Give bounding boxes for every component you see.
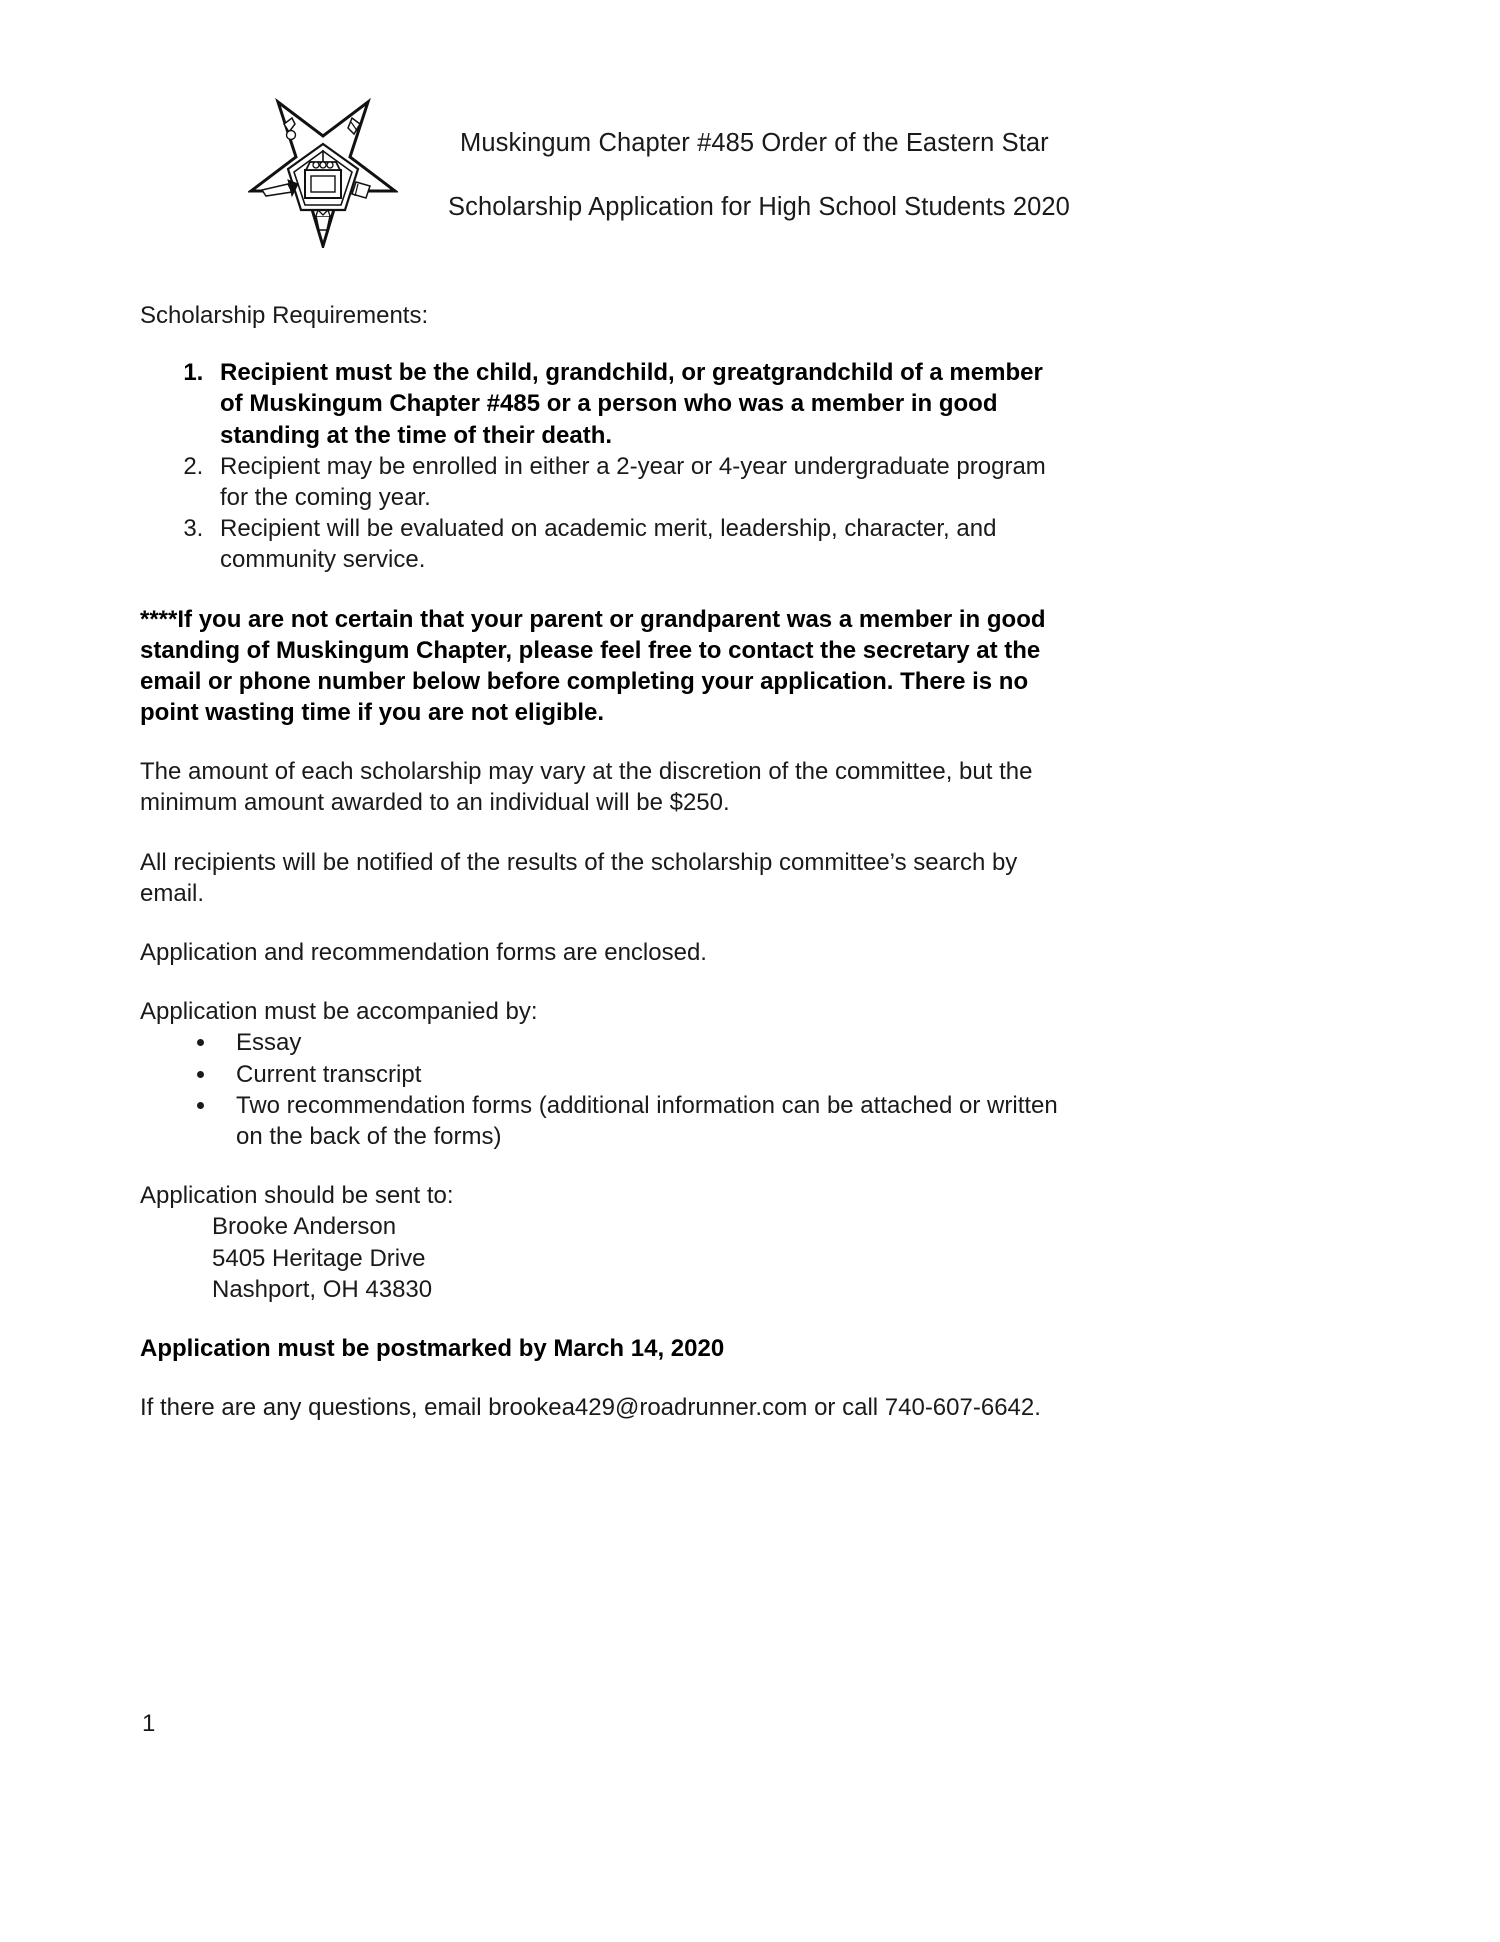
requirement-item: 2. Recipient may be enrolled in either a 2-year or 4-year undergraduate program for the coming year. bbox=[210, 451, 1070, 513]
send-to-heading: Application should be sent to: bbox=[140, 1182, 454, 1210]
attachment-item: • Two recommendation forms (additional information can be attached or written on the back of the forms) bbox=[218, 1090, 1070, 1152]
document-body bbox=[140, 300, 1070, 1423]
requirement-item: 3. Recipient will be evaluated on academic merit, leadership, character, and community service. bbox=[210, 513, 1070, 575]
requirement-item: 1. Recipient must be the child, grandchild, or greatgrandchild of a member of Muskingum Chapter #485 or a person who was a member in good standing at the time of their death. bbox=[210, 357, 1070, 451]
postmark-deadline: Application must be postmarked by March 14, 2020 bbox=[140, 1334, 725, 1362]
mailing-address bbox=[140, 1211, 1070, 1305]
required-attachments-list bbox=[140, 1027, 1070, 1152]
questions-contact-paragraph: If there are any questions, email brookea429@roadrunner.com or call 740-607-6642. bbox=[140, 1394, 1041, 1422]
attachment-item: • Essay bbox=[218, 1027, 1070, 1058]
order-of-the-eastern-star-emblem-icon bbox=[248, 88, 398, 248]
scholarship-requirements-list bbox=[140, 357, 1070, 575]
forms-enclosed-paragraph: Application and recommendation forms are enclosed. bbox=[140, 939, 707, 966]
address-line-street: 5405 Heritage Drive bbox=[212, 1244, 426, 1272]
header-line-subtitle: Scholarship Application for High School Students 2020 bbox=[448, 192, 1070, 221]
notification-paragraph: All recipients will be notified of the results of the scholarship committee’s search by email. bbox=[140, 848, 1018, 907]
requirements-heading: Scholarship Requirements: bbox=[140, 302, 429, 329]
header-title-block bbox=[430, 128, 1090, 224]
accompanied-by-heading: Application must be accompanied by: bbox=[140, 998, 538, 1026]
header-line-chapter: Muskingum Chapter #485 Order of the Eastern Star bbox=[460, 129, 1049, 157]
award-amount-paragraph: The amount of each scholarship may vary at the discretion of the committee, but the minimum amount awarded to an individual will be $250. bbox=[140, 758, 1033, 817]
address-line-name: Brooke Anderson bbox=[212, 1213, 397, 1241]
address-line-city-state-zip: Nashport, OH 43830 bbox=[212, 1275, 433, 1303]
document-header bbox=[0, 80, 1500, 260]
page-number: 1 bbox=[142, 1710, 156, 1737]
eligibility-notice: ****If you are not certain that your parent or grandparent was a member in good standing of Muskingum Chapter, please feel free to contact the secretary at the email or phone number below before completing your application. There is no point wasting time if you are not eligible. bbox=[140, 605, 1046, 727]
attachment-item: • Current transcript bbox=[218, 1059, 1070, 1090]
